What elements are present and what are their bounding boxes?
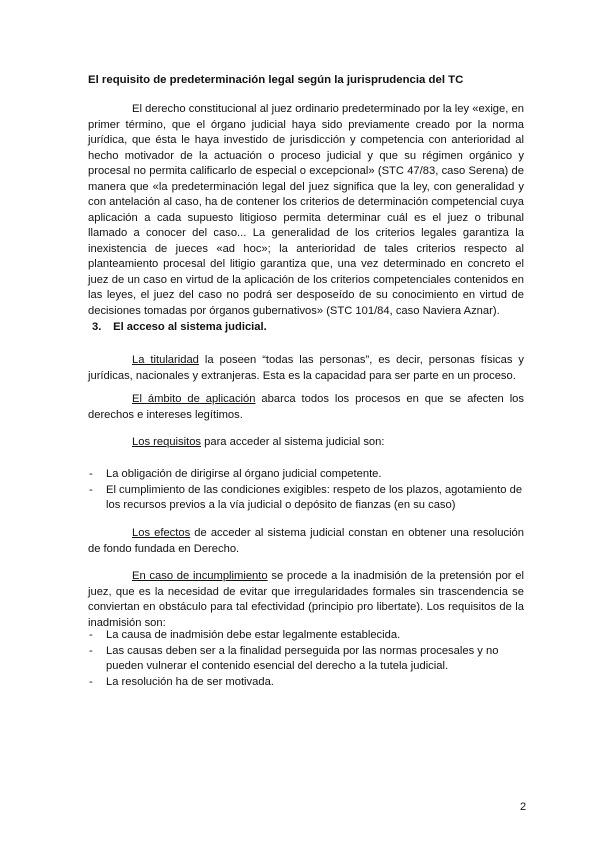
efectos-text: de acceder al sistema judicial constan en obtener una resolución de fondo fundada en Derecho. — [88, 527, 525, 555]
dash-bullet: - — [89, 629, 93, 641]
list-item-text: Las causas deben ser a la finalidad perseguida por las normas procesales y no pueden vulnerar el contenido esencial del derecho a la tutela judicial. — [106, 644, 499, 672]
requisitos-list — [88, 467, 524, 514]
titularidad-paragraph — [88, 353, 524, 384]
section-title: El requisito de predeterminación legal según la jurisprudencia del TC — [88, 74, 464, 86]
dash-bullet: - — [89, 468, 93, 480]
titularidad-label: La titularidad — [132, 354, 199, 366]
intro-paragraph: El derecho constitucional al juez ordinario predeterminado por la ley «exige, en primer término, que el órgano judicial haya sido previamente creado por la norma jurídica, que ésta le haya investido de jurisdicción y competencia con anterioridad al hecho motivador de la actuación o proceso judicial y que su régimen orgánico y procesal no permita calificarlo de especial o excepcional» (STC 47/83, caso Serena) de manera que «la predeterminación legal del juez significa que la ley, con generalidad y con antelación al caso, ha de contener los criterios de determinación competencial cuya aplicación a cada supuesto litigioso permita determinar cuál es el juez o tribunal llamado a conocer del caso... La generalidad de los criterios legales garantiza la inexistencia de jueces «ad hoc»; la anterioridad de tales criterios respecto al planteamiento procesal del litigio garantiza que, una vez determinado en concreto el juez de un caso en virtud de la aplicación de los criterios competenciales contenidos en las leyes, el juez del caso no podrá ser desposeído de su conocimiento en virtud de decisiones tomadas por órganos gubernativos» (STC 101/84, caso Naviera Aznar). — [88, 103, 524, 317]
dash-bullet: - — [89, 675, 93, 688]
incumplimiento-label: En caso de incumplimiento — [132, 570, 268, 582]
incumplimiento-text: se procede a la inadmisión de la pretensión por el juez, que es la necesidad de evitar que irregularidades formales sin trascendencia se conviertan en obstáculo para tal efectividad (principio pro libertate). Los requisitos de la inadmisión son: — [88, 570, 524, 629]
section-heading — [92, 320, 267, 336]
efectos-paragraph — [88, 526, 524, 557]
requisitos-label: Los requisitos — [132, 436, 202, 448]
requisitos-text: para acceder al sistema judicial son: — [201, 436, 385, 448]
ambito-text: abarca todos los procesos en que se afecten los derechos e intereses legítimos. — [88, 393, 524, 421]
efectos-label: Los efectos — [132, 527, 191, 539]
list-item — [88, 628, 524, 644]
titularidad-text: la poseen “todas las personas”, es decir, personas físicas y jurídicas, nacionales y extranjeras. Esta es la capacidad para ser parte en un proceso. — [88, 354, 525, 382]
list-item — [88, 467, 524, 483]
list-item-text: La obligación de dirigirse al órgano judicial competente. — [106, 468, 382, 480]
list-item — [88, 483, 524, 514]
section-heading-text: El acceso al sistema judicial. — [113, 321, 267, 333]
requisitos-paragraph — [88, 435, 524, 451]
ambito-label: El ámbito de aplicación — [132, 393, 256, 405]
list-item — [88, 675, 524, 691]
dash-bullet: - — [89, 644, 93, 657]
ambito-paragraph — [88, 392, 524, 423]
list-item-text: La resolución ha de ser motivada. — [106, 675, 274, 688]
list-item-text: El cumplimiento de las condiciones exigibles: respeto de los plazos, agotamiento de los recursos previos a la vía judicial o depósito de fianzas (en su caso) — [106, 483, 523, 511]
list-item — [88, 644, 524, 675]
page-number: 2 — [520, 801, 527, 813]
section-number: 3. — [92, 321, 102, 333]
inadmision-list — [88, 628, 524, 690]
incumplimiento-paragraph — [88, 569, 524, 631]
list-item-text: La causa de inadmisión debe estar legalmente establecida. — [106, 629, 401, 641]
dash-bullet: - — [89, 483, 93, 496]
